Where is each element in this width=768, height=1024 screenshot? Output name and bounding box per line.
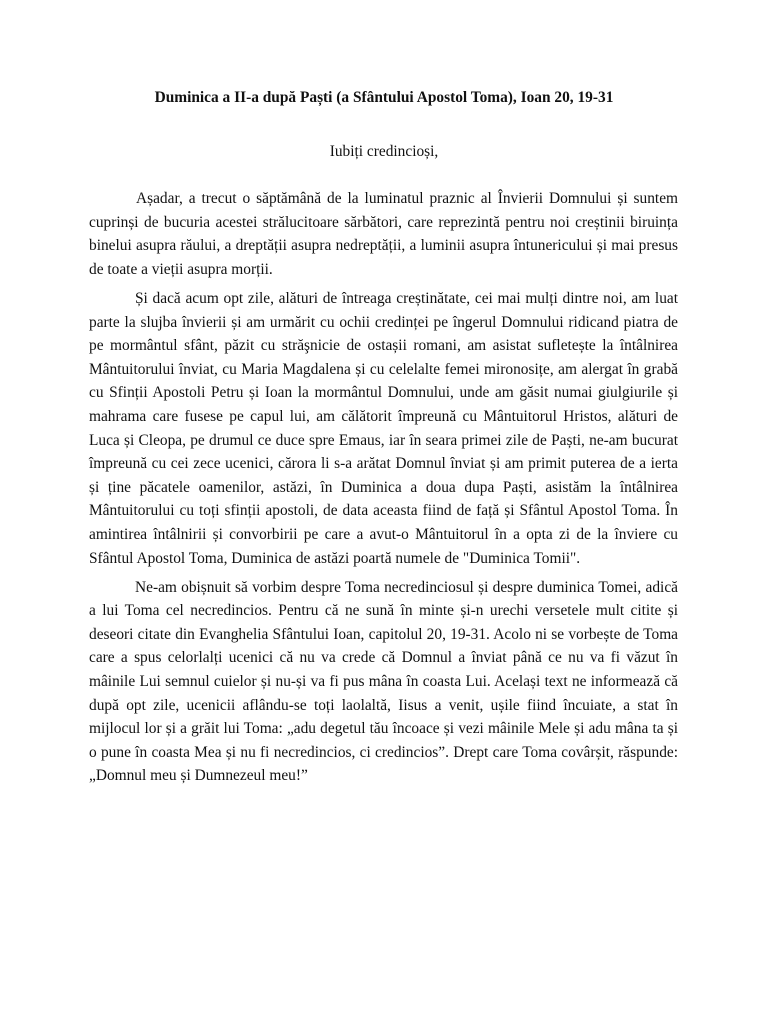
paragraph-3: Ne-am obișnuit să vorbim despre Toma necredinciosul și despre duminica Tomei, adică a lui Toma cel necredincios. Pentru că ne sună în minte și-n urechi versetele mult citite și deseori citate din Evanghelia Sfântului Ioan, capitolul 20, 19-31. Acolo ni se vorbește de Toma care a spus celorlalți ucenici că nu va crede că Domnul a înviat până ce nu va fi văzut în mâinile Lui semnul cuielor și nu-și va fi pus mâna în coasta Lui. Același text ne informează că după opt zile, ucenicii aflându-se toți laolaltă, Iisus a venit, ușile fiind încuiate, a stat în mijlocul lor și a grăit lui Toma: „adu degetul tău încoace și vezi mâinile Mele și adu mâna ta și o pune în coasta Mea și nu fi necredincios, ci credincios”. Drept care Toma covârșit, răspunde: „Domnul meu și Dumnezeul meu!” — [89, 578, 678, 785]
document-title: Duminica a II-a după Paști (a Sfântului Apostol Toma), Ioan 20, 19-31 — [154, 89, 614, 106]
document-body — [89, 187, 678, 788]
salutation: Iubiți credincioși, — [329, 143, 439, 160]
paragraph-2: Și dacă acum opt zile, alături de întreaga creștinătate, cei mai mulți dintre noi, am luat parte la slujba învierii și am urmărit cu ochii credinței pe îngerul Domnului ridicand piatra de pe mormântul sfânt, păzit cu străşnicie de ostașii romani, am asistat sufletește la întâlnirea Mântuitorului înviat, cu Maria Magdalena și cu celelalte femei mironosițe, am alergat în grabă cu Sfinții Apostoli Petru și Ioan la mormântul Domnului, unde am găsit numai giulgiurile și mahrama care fusese pe capul lui, am călătorit împreună cu Mântuitorul Hristos, alături de Luca și Cleopa, pe drumul ce duce spre Emaus, iar în seara primei zile de Paști, ne-am bucurat împreună cu cei zece ucenici, cărora li s-a arătat Domnul înviat și am primit puterea de a ierta și ține păcatele oamenilor, astăzi, în Duminica a doua dupa Paști, asistăm la întâlnirea Mântuitorului cu toți sfinții apostoli, de data aceasta fiind de față și Sfântul Apostol Toma. În amintirea întâlnirii și convorbirii pe care a avut-o Mântuitorul în a opta zi de la înviere cu Sfântul Apostol Toma, Duminica de astăzi poartă numele de "Duminica Tomii". — [89, 289, 678, 567]
paragraph-1: Așadar, a trecut o săptămână de la luminatul praznic al Învierii Domnului și suntem cuprinși de bucuria acestei strălucitoare sărbători, care reprezintă pentru noi creștinii biruința binelui asupra răului, a dreptății asupra nedreptății, a luminii asupra întunericului și mai presus de toate a vieții asupra morții. — [89, 190, 678, 278]
